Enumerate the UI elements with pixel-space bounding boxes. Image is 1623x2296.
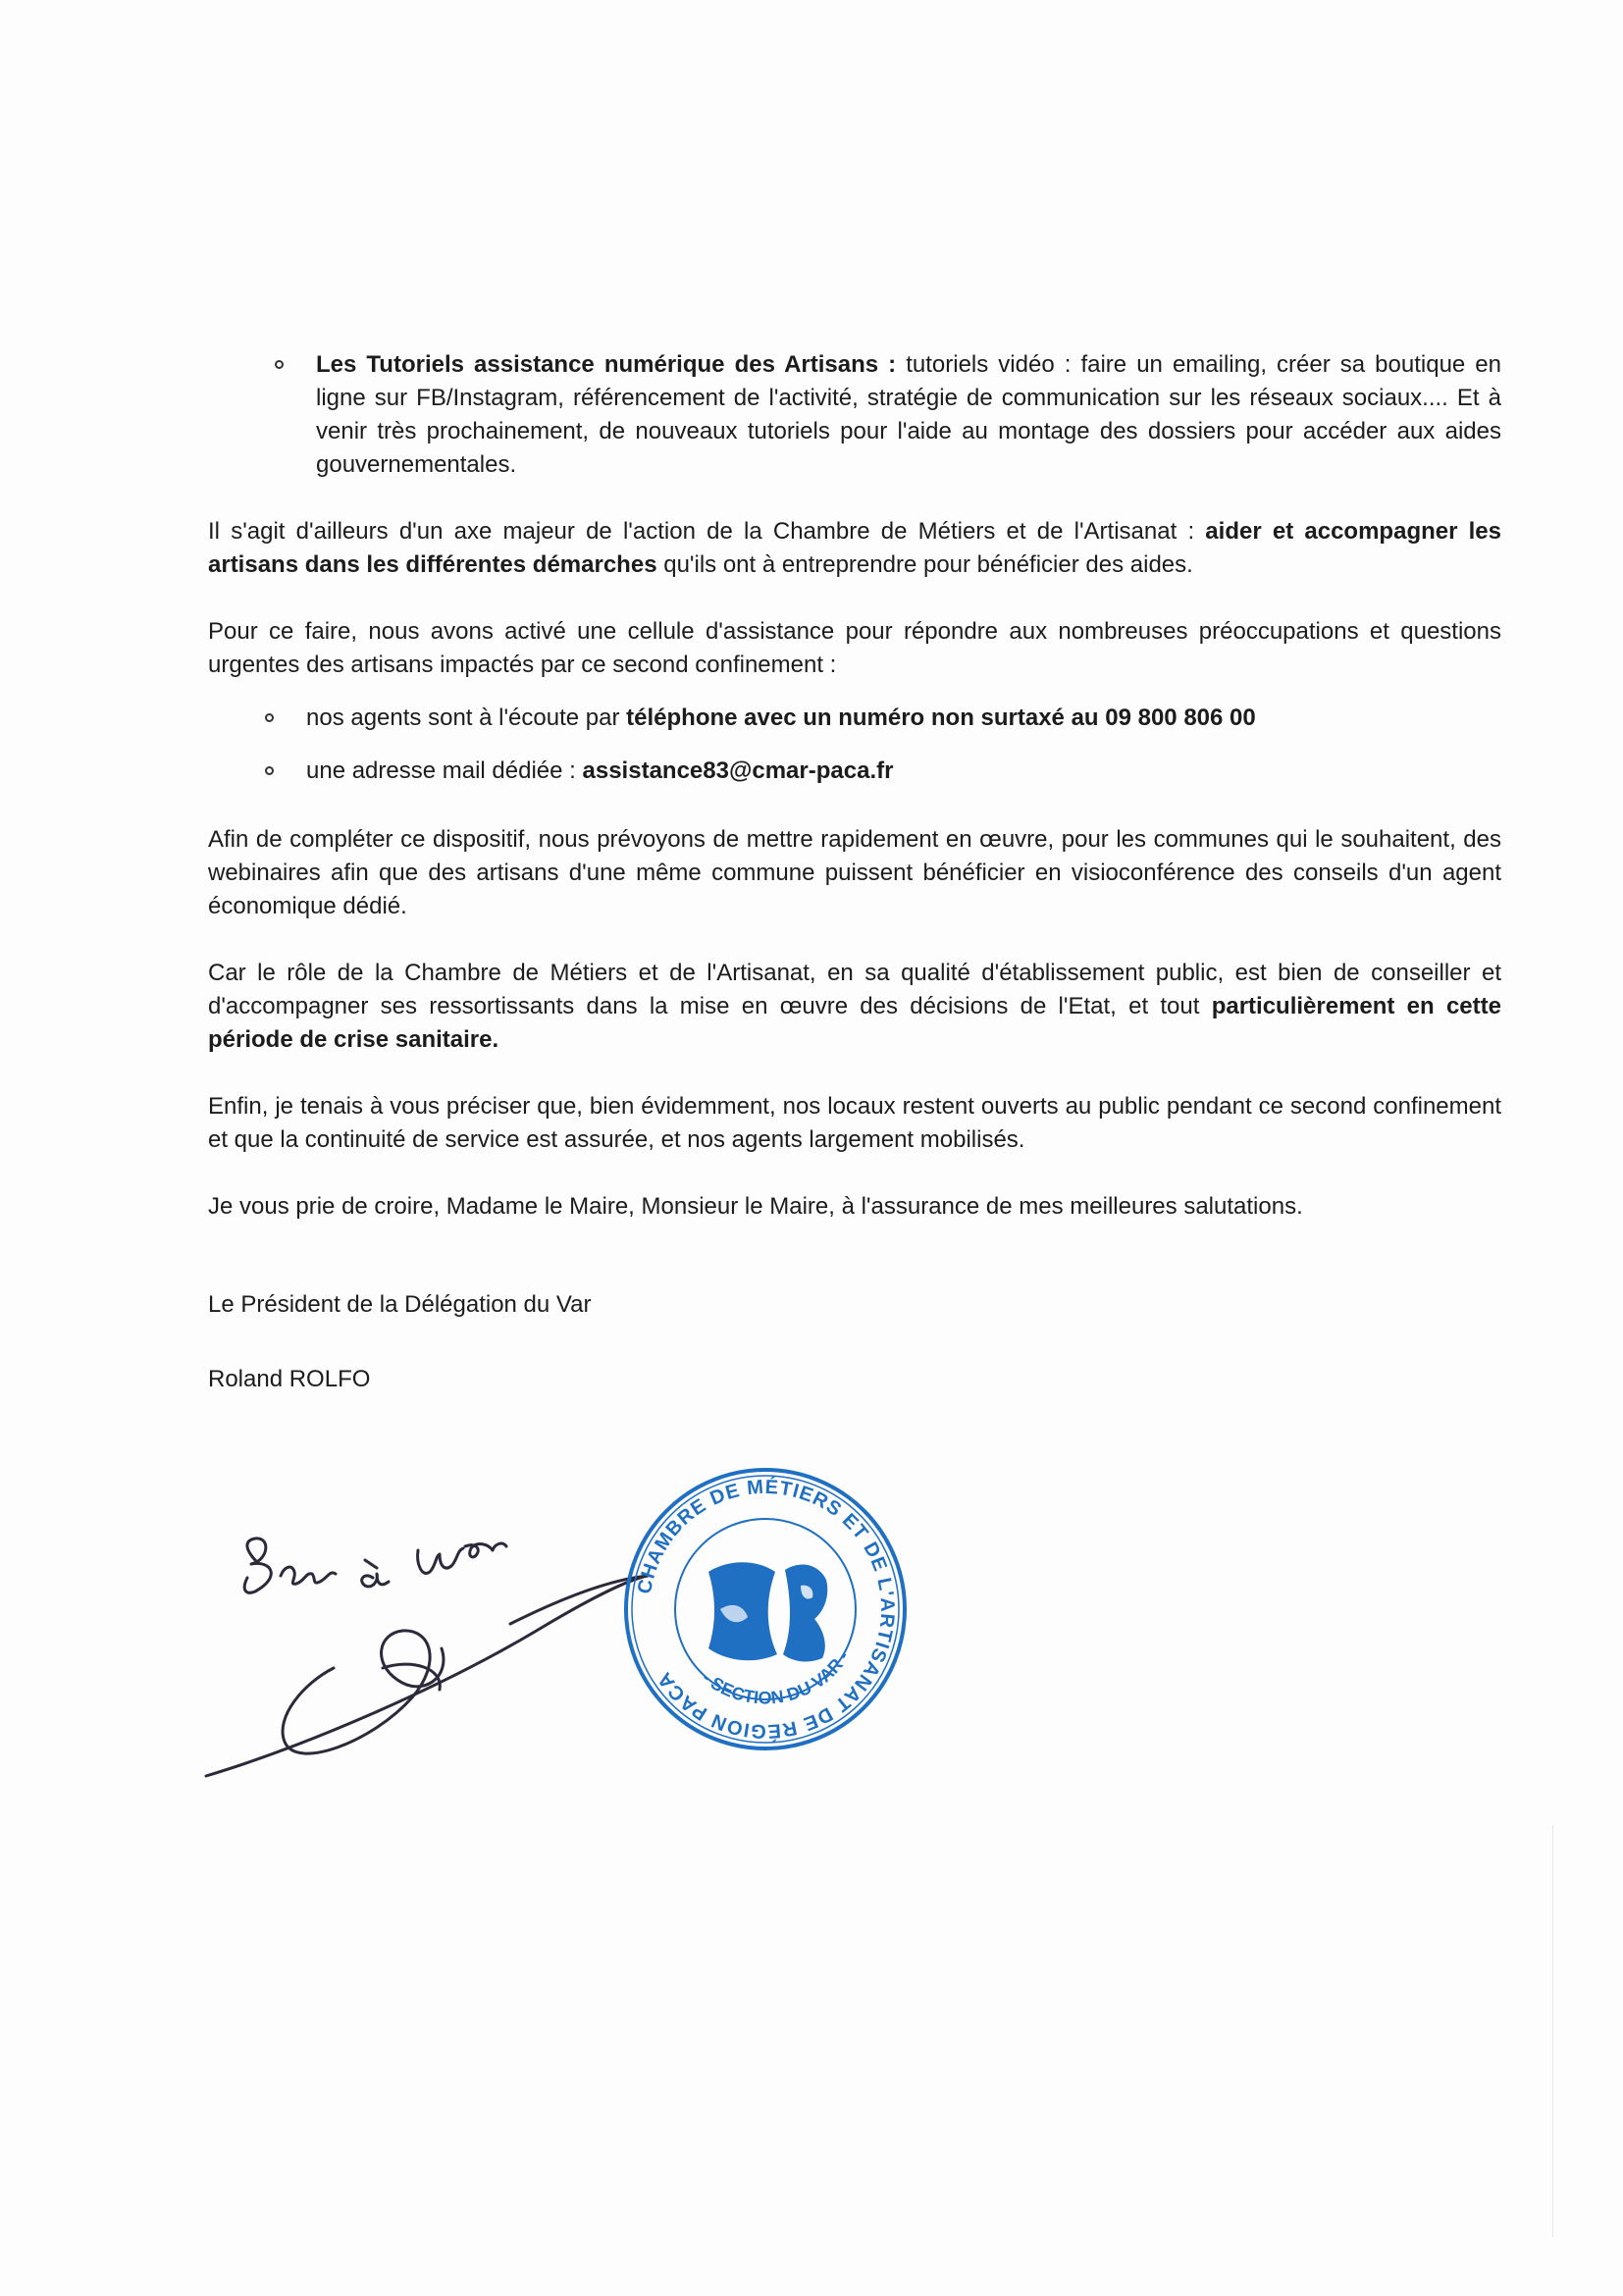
email-address: assistance83@cmar-paca.fr: [582, 757, 894, 784]
paragraph-axe: [208, 515, 1501, 582]
axe-end: qu'ils ont à entreprendre pour bénéficier des aides.: [656, 551, 1193, 578]
bullet-icon: [275, 360, 284, 369]
scan-edge-divider: [1552, 1825, 1553, 2237]
svg-text:CHAMBRE DE MÉTIERS ET DE L'ART: CHAMBRE DE MÉTIERS ET DE L'ARTISANAT DE RÉGION PACA: [633, 1476, 899, 1743]
paragraph-webinaires: Afin de compléter ce dispositif, nous prévoyons de mettre rapidement en œuvre, pour les communes qui le souhaitent, des webinaires afin que des artisans d'une même commune puissent bénéficier en visioconférence des conseils d'un agent économique dédié.: [208, 826, 1501, 919]
paragraph-cellule: Pour ce faire, nous avons activé une cellule d'assistance pour répondre aux nombreuses préoccupations et questions urgentes des artisans impactés par ce second confinement :: [208, 618, 1501, 678]
list-item: [208, 348, 1501, 482]
role-bold: particulièrement en cette période de crise sanitaire.: [208, 993, 1501, 1053]
phone-number: téléphone avec un numéro non surtaxé au 09 800 806 00: [626, 704, 1256, 731]
tutorials-text: tutoriels vidéo : faire un emailing, créer sa boutique en ligne sur FB/Instagram, référencement de l'activité, stratégie de communication sur les réseaux sociaux.... Et à venir très prochainement, de nouveaux tutoriels pour l'aide au montage des dossiers pour accéder aux aides gouvernementales.: [316, 351, 1502, 478]
list-item: [208, 755, 1501, 788]
tutorials-list: [208, 348, 1501, 482]
phone-text: nos agents sont à l'écoute par: [306, 704, 627, 731]
signer-name: Roland ROLFO: [208, 1366, 371, 1392]
role-start: Car le rôle de la Chambre de Métiers et de l'Artisanat, en sa qualité d'établissement public, est bien de conseiller et d'accompagner ses ressortissants dans la mise en œuvre des décisions de l'Etat, et tout: [208, 960, 1501, 1019]
paragraph-locaux: Enfin, je tenais à vous préciser que, bien évidemment, nos locaux restent ouverts au public pendant ce second confinement et que la continuité de service est assurée, et nos agents largement mobilisés.: [208, 1093, 1501, 1153]
contact-list: [208, 702, 1501, 788]
paragraph-role: [208, 957, 1501, 1057]
signer-title: Le Président de la Délégation du Var: [208, 1291, 592, 1318]
letter-body: [208, 348, 1501, 1430]
list-item: [208, 702, 1501, 735]
svg-text:- SECTION DU VAR -: - SECTION DU VAR -: [698, 1647, 854, 1708]
paragraph-salutations: Je vous prie de croire, Madame le Maire, Monsieur le Maire, à l'assurance de mes meilleures salutations.: [208, 1193, 1303, 1220]
axe-start: Il s'agit d'ailleurs d'un axe majeur de l'action de la Chambre de Métiers et de l'Artisanat :: [208, 518, 1195, 545]
tutorials-lead: Les Tutoriels assistance numérique des Artisans :: [316, 351, 897, 378]
stamp-seal-image: [618, 1462, 913, 1756]
axe-bold: aider et accompagner les artisans dans les différentes démarches: [208, 518, 1502, 578]
bullet-icon: [265, 766, 274, 775]
email-text: une adresse mail dédiée :: [306, 757, 583, 784]
bullet-icon: [265, 713, 274, 722]
